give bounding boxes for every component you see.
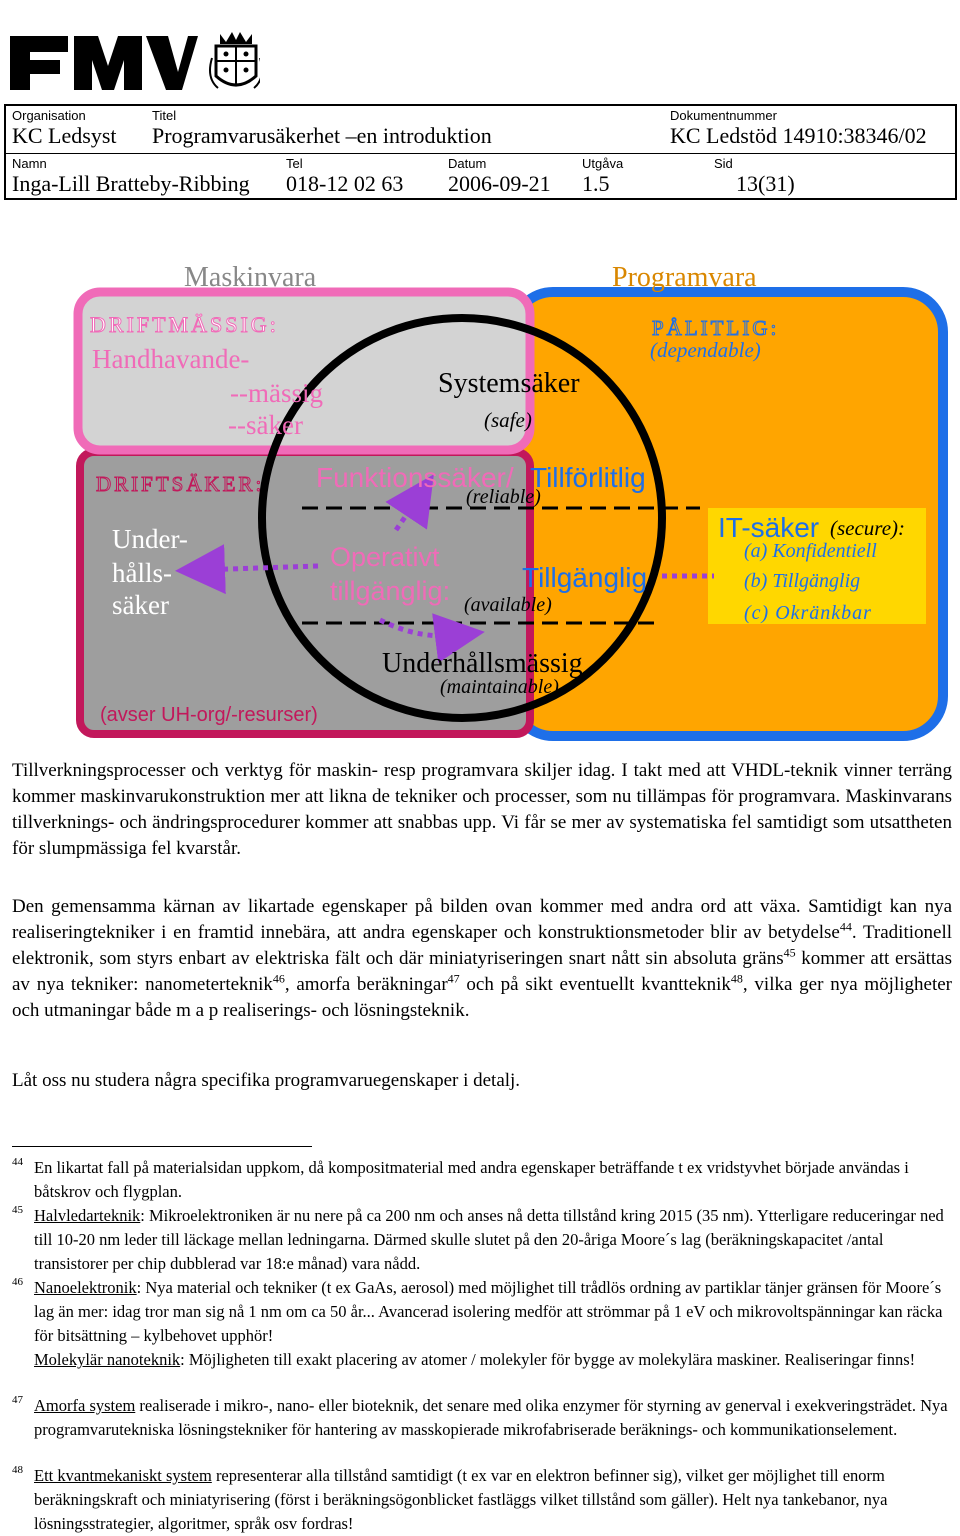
paragraph-1: Tillverkningsprocesser och verktyg för maskin- resp programvara skiljer idag. I takt med att VHDL-teknik vinner terräng kommer maskinvarukonstruktion mer att likna de tekniker och processer, som nu tillämpas för programvara. Maskinvarans tillverknings- och ändringsprocedurer kommer att snabbas upp. Vi får se mer av systematiska fel samtidigt som utsattheten för slumpmässiga fel kvarstår. <box>12 760 952 859</box>
label-under: Under- <box>112 524 188 554</box>
docnum-field <box>670 108 927 149</box>
footnote-46-term: Nanoelektronik <box>34 1278 137 1297</box>
label-it-saker: IT-säker <box>718 512 820 543</box>
label-okrankbar: (c) Okränkbar <box>744 602 872 624</box>
edition-label: Utgåva <box>582 156 624 171</box>
footnote-ref-48: 48 <box>730 971 743 986</box>
label-maintainable: (maintainable) <box>440 676 559 698</box>
docnum-value: KC Ledstöd 14910:38346/02 <box>670 123 927 148</box>
label-operativt: Operativt <box>330 542 440 572</box>
document-header <box>4 104 957 200</box>
label-konfidentiell: (a) Konfidentiell <box>744 540 877 562</box>
docnum-label: Dokumentnummer <box>670 108 777 123</box>
footnote-47-term: Amorfa system <box>34 1396 136 1415</box>
page-label: Sid <box>714 156 733 171</box>
page-value: 13(31) <box>736 171 795 196</box>
label-tillforlitlig: Tillförlitlig <box>530 462 646 493</box>
footnote-45-term: Halvledarteknik <box>34 1206 141 1225</box>
label-available: (available) <box>464 594 552 616</box>
org-field <box>12 108 117 149</box>
label-massig: --mässig <box>230 378 323 408</box>
label-tillganglig: Tillgänglig <box>522 562 648 593</box>
footnote-44: 44 En likartat fall på materialsidan uppkom, då kompositmaterial med andra egenskaper beträffande t ex vridstyvhet började användas i båtskrov och flygplan. <box>12 1156 909 1201</box>
label-systemsaker: Systemsäker <box>438 368 580 399</box>
label-driftmassig: DRIFTMÄSSIG: <box>90 312 279 337</box>
date-label: Datum <box>448 156 487 171</box>
label-saker2: säker <box>112 590 169 620</box>
footnote-45: 45 Halvledarteknik: Mikroelektroniken är nu nere på ca 200 nm och anses nå detta tillstånd kring 2015 (35 nm). Ytterligare reduceringar ned till 10-20 nm leder till läckage mellan ledningarna. Därmed skulle slutet på den 20-åriga Moore´s lag (beräkningskapacitet /antal transistorer per chip dubblerad var 18:e månad) vara nådd. <box>12 1204 944 1273</box>
org-label: Organisation <box>12 108 86 123</box>
label-reliable: (reliable) <box>466 486 541 508</box>
page-field <box>714 156 795 197</box>
footnote-47: 47 Amorfa system realiserade i mikro-, nano- eller bioteknik, det senare med olika enzymer för styrning av generval i exekveringsträdet. Nya programvarutekniska lösningstekniker för hantering av masskopierade mikrofabriserade beräknings- och kommunikationselement. <box>12 1394 948 1439</box>
tel-value: 018-12 02 63 <box>286 171 404 196</box>
name-field <box>12 156 250 197</box>
label-b-tillganglig: (b) Tillgänglig <box>744 570 861 592</box>
label-saker: --säker <box>228 410 303 440</box>
label-driftsaker: DRIFTSÄKER: <box>96 472 265 496</box>
footnote-48-term: Ett kvantmekaniskt system <box>34 1466 212 1485</box>
label-funktionssaker: Funktionssäker/ <box>316 462 514 493</box>
name-label: Namn <box>12 156 47 171</box>
label-palitlig: PÅLITLIG: <box>652 316 780 340</box>
date-field <box>448 156 551 197</box>
label-handhavande: Handhavande- <box>92 344 250 374</box>
label-maskinvara: Maskinvara <box>184 262 317 293</box>
label-secure: (secure): <box>830 516 906 540</box>
paragraph-3: Låt oss nu studera några specifika programvaruegenskaper i detalj. <box>12 1070 521 1091</box>
paragraph-2: Den gemensamma kärnan av likartade egenskaper på bilden ovan kommer med andra ord att växa. Samtidigt kan nya realiseringtekniker i en framtid innebära, att andra egenskaper och konstruktionsmetoder blir av betydelse$^{44}$. Traditionell elektronik, som styrs enbart av elektriska fält och där miniatyriseringen snart nått sin absoluta gräns$^{45}$ kommer att ersättas av nya tekniker: nanometerteknik$^{46}$, amorfa beräkningar$^{47}$ och på sikt eventuellt kvantteknik$^{48}$, vilka ger nya möjligheter och utmaningar både m a p realiserings- och lösningsteknik. <box>12 896 952 1021</box>
tel-field <box>286 156 403 197</box>
footnote-ref-46: 46 <box>272 971 285 986</box>
title-label: Titel <box>152 108 177 123</box>
org-value: KC Ledsyst <box>12 123 117 148</box>
label-halls: hålls- <box>112 558 172 588</box>
footnote-separator <box>12 1146 312 1147</box>
footnote-46b-term: Molekylär nanoteknik <box>34 1350 181 1369</box>
edition-field <box>582 156 623 197</box>
title-field <box>152 108 492 149</box>
label-dependable: (dependable) <box>650 338 761 362</box>
label-safe: (safe) <box>484 408 532 432</box>
title-value: Programvarusäkerhet –en introduktion <box>152 123 492 148</box>
footnote-ref-45: 45 <box>783 945 796 960</box>
footnote-ref-47: 47 <box>447 971 460 986</box>
name-value: Inga-Lill Bratteby-Ribbing <box>12 171 250 196</box>
label-programvara: Programvara <box>612 262 757 293</box>
footnote-ref-44: 44 <box>839 919 852 934</box>
date-value: 2006-09-21 <box>448 171 551 196</box>
edition-value: 1.5 <box>582 171 610 196</box>
tel-label: Tel <box>286 156 303 171</box>
footnote-46: 46 Nanoelektronik: Nya material och tekniker (t ex GaAs, aerosol) med möjlighet till trådlös ordning av partiklar tänjer gränsen för Moore´s lag än mer: idag tror man sig nå 1 nm om ca 50 år... Avancerad isolering medför att strömmar på 1 eV och mikrovoltspänningar kan räcka för bitsättning – kylbehovet upphör! Molekylär nanoteknik: Möjligheten till exakt placering av atomer / molekyler för bygge av molekylära maskiner. Realiseringar finns! <box>12 1276 943 1369</box>
label-avser: (avser UH-org/-resurser) <box>100 704 318 726</box>
label-underhallsmassig: Underhållsmässig <box>382 648 583 679</box>
footnote-48: 48 Ett kvantmekaniskt system representerar alla tillstånd samtidigt (t ex var en elektron befinner sig), vilket ger möjlighet till enorm beräkningskraft och miniatyrisering (först i beräkningsögonblicket fastläggs vilket tillstånd som gäller). Helt nya tankebanor, nya lösningsstrategier, algoritmer, språk osv fordras! <box>12 1464 888 1533</box>
label-tillganglig-op: tillgänglig: <box>330 576 451 606</box>
fmv-logo <box>10 28 260 104</box>
